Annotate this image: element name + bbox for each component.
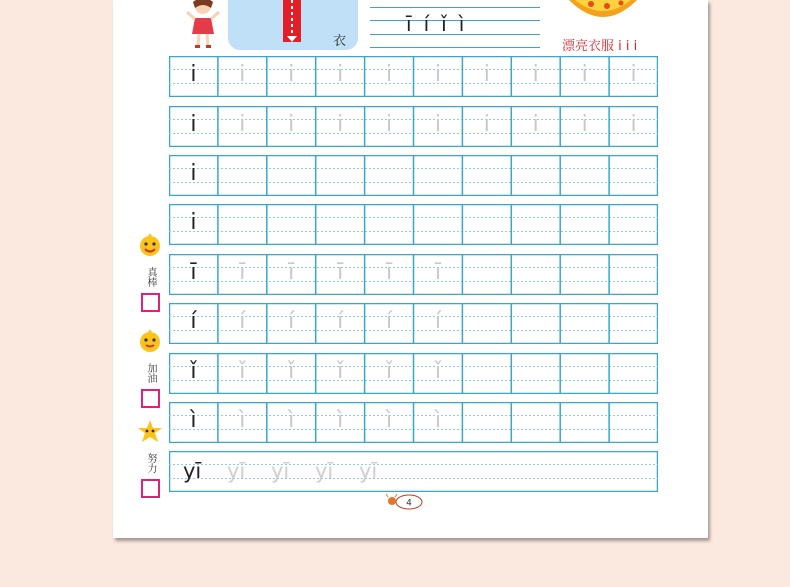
trace-letter: i — [434, 112, 441, 137]
trace-letter: ì — [288, 408, 295, 433]
trace-letter: i — [434, 62, 441, 87]
trace-letter: ǐ — [337, 359, 344, 384]
trace-letter: i — [337, 112, 344, 137]
trace-letter: ǐ — [434, 359, 441, 384]
syllable-practice-row[interactable] — [169, 451, 658, 492]
practice-row[interactable] — [169, 106, 658, 147]
cake-illustration — [567, 0, 639, 20]
practice-row[interactable] — [169, 155, 658, 196]
trace-letter: i — [239, 112, 246, 137]
trace-letter: ǐ — [288, 359, 295, 384]
trace-letter: ì — [385, 408, 393, 433]
trace-letter: ǐ — [239, 359, 246, 384]
star-face-icon — [137, 418, 163, 444]
practice-row[interactable] — [169, 254, 658, 295]
tone-mark: í — [423, 12, 442, 36]
trace-letter: í — [337, 309, 344, 334]
tone-mark: ǐ — [441, 12, 459, 36]
model-letter: í — [190, 309, 197, 334]
model-letter: i — [190, 62, 197, 87]
tone-marks — [406, 12, 476, 36]
sticker-label: 加油 — [145, 363, 156, 383]
trace-letter: ī — [337, 260, 344, 285]
practice-row[interactable] — [169, 56, 658, 97]
syllable-trace: yī — [315, 459, 334, 483]
sticker-label: 努力 — [145, 453, 156, 473]
practice-row[interactable] — [169, 402, 658, 443]
syllable-model: yī — [183, 459, 202, 483]
trace-letter: i — [630, 112, 637, 137]
trace-letter: í — [385, 309, 393, 334]
trace-letter: i — [532, 112, 539, 137]
trace-letter: ì — [239, 408, 246, 433]
trace-letter: i — [581, 112, 588, 137]
model-letter: i — [190, 210, 197, 235]
trace-letter: i — [385, 62, 393, 87]
model-letter: i — [190, 161, 197, 186]
sticker-try-hard — [135, 418, 165, 498]
checkbox-keep-going[interactable] — [141, 389, 160, 408]
trace-letter: ì — [434, 408, 441, 433]
checkbox-try-hard[interactable] — [141, 479, 160, 498]
trace-letter: i — [483, 62, 490, 87]
tone-mark: ī — [406, 12, 424, 36]
model-letter: ī — [190, 260, 197, 285]
syllable-trace: yī — [227, 459, 246, 483]
practice-row[interactable] — [169, 353, 658, 394]
page-number: 4 — [406, 498, 412, 509]
trace-letter: ǐ — [385, 359, 393, 384]
trace-letter: i — [239, 62, 246, 87]
header-caption: 漂亮衣服 i i i — [562, 39, 638, 54]
sticker-label: 真棒 — [145, 267, 156, 287]
star-face-icon — [137, 328, 163, 354]
tone-mark: ì — [458, 12, 477, 36]
trace-letter: i — [385, 112, 393, 137]
trace-letter: i — [483, 112, 490, 137]
practice-row[interactable] — [169, 204, 658, 245]
page-number-badge — [386, 493, 424, 511]
trace-letter: i — [630, 62, 637, 87]
trace-letter: i — [581, 62, 588, 87]
model-letter: ǐ — [190, 359, 197, 384]
girl-illustration — [183, 0, 223, 50]
checkbox-great[interactable] — [141, 293, 160, 312]
trace-letter: í — [434, 309, 441, 334]
letter-hint-character: 衣 — [332, 34, 346, 49]
syllable-trace: yī — [271, 459, 290, 483]
trace-letter: ī — [385, 260, 393, 285]
tone-writing-lines — [370, 0, 540, 50]
trace-letter: ī — [434, 260, 441, 285]
trace-letter: i — [532, 62, 539, 87]
trace-letter: ī — [239, 260, 246, 285]
trace-letter: i — [288, 62, 295, 87]
big-letter-card — [228, 0, 358, 50]
syllable-trace: yī — [359, 459, 378, 483]
trace-letter: ì — [337, 408, 344, 433]
model-letter: i — [190, 112, 197, 137]
trace-letter: í — [288, 309, 295, 334]
sticker-great — [135, 232, 165, 312]
practice-row[interactable] — [169, 303, 658, 344]
star-face-icon — [137, 232, 163, 258]
trace-letter: ī — [288, 260, 295, 285]
sticker-keep-going — [135, 328, 165, 408]
trace-letter: i — [288, 112, 295, 137]
model-letter: ì — [190, 408, 197, 433]
trace-letter: i — [337, 62, 344, 87]
trace-letter: í — [239, 309, 246, 334]
stroke-arrow-icon — [287, 36, 297, 42]
stroke-guide — [291, 0, 293, 36]
